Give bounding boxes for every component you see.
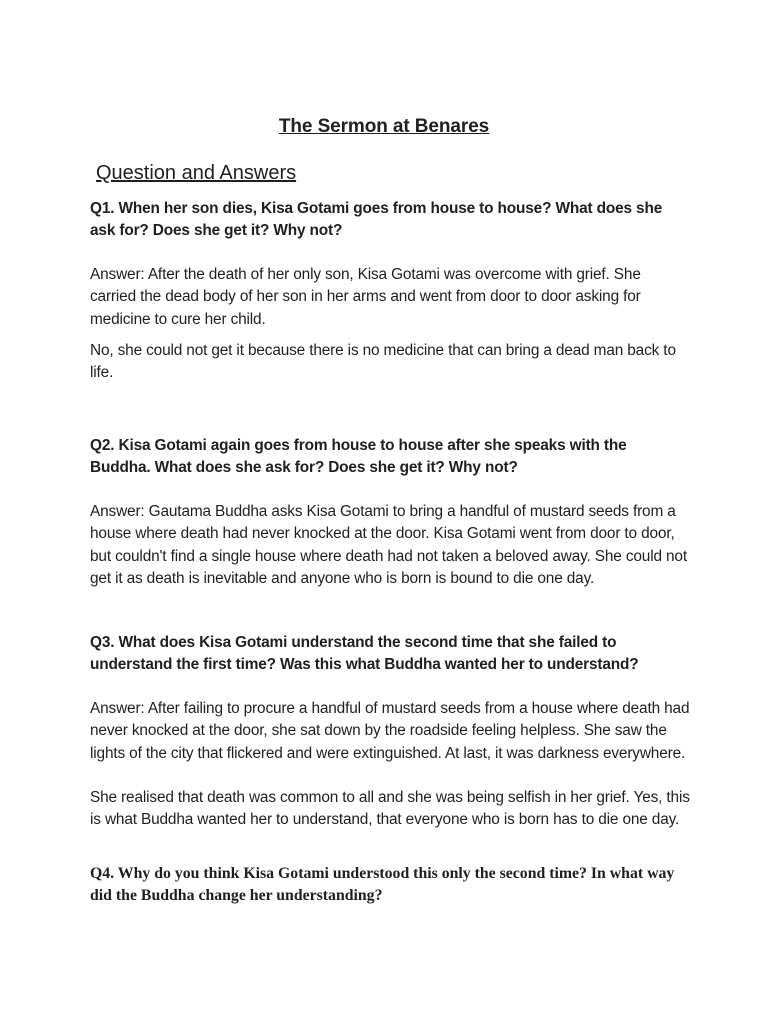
question-1: Q1. When her son dies, Kisa Gotami goes from house to house? What does she ask for? Does she get it? Why not? [90, 200, 663, 240]
answer-2: Answer: Gautama Buddha asks Kisa Gotami to bring a handful of mustard seeds from a house where death had never knocked at the door. Kisa Gotami went from door to door, but couldn't find a single house where death had not taken a beloved away. She could not get it as death is inevitable and anyone who is born is bound to die one day. [90, 503, 687, 588]
answer-1-paragraph-2: No, she could not get it because there is no medicine that can bring a dead man back to life. [90, 342, 676, 382]
answer-3-paragraph-2: She realised that death was common to all and she was being selfish in her grief. Yes, this is what Buddha wanted her to understand, that everyone who is born has to die one day. [90, 789, 690, 829]
document-subtitle: Question and Answers [96, 162, 297, 184]
question-2: Q2. Kisa Gotami again goes from house to house after she speaks with the Buddha. What does she ask for? Does she get it? Why not? [90, 437, 627, 477]
answer-3-paragraph-1: Answer: After failing to procure a handful of mustard seeds from a house where death had never knocked at the door, she sat down by the roadside feeling helpless. She saw the lights of the city that flickered and were extinguished. At last, it was darkness everywhere. [90, 700, 690, 762]
question-4: Q4. Why do you think Kisa Gotami understood this only the second time? In what way did the Buddha change her understanding? [90, 865, 675, 905]
answer-1-paragraph-1: Answer: After the death of her only son, Kisa Gotami was overcome with grief. She carried the dead body of her son in her arms and went from door to door asking for medicine to cure her child. [90, 266, 641, 328]
question-3: Q3. What does Kisa Gotami understand the second time that she failed to understand the first time? Was this what Buddha wanted her to understand? [90, 634, 639, 674]
document-title: The Sermon at Benares [278, 116, 490, 137]
